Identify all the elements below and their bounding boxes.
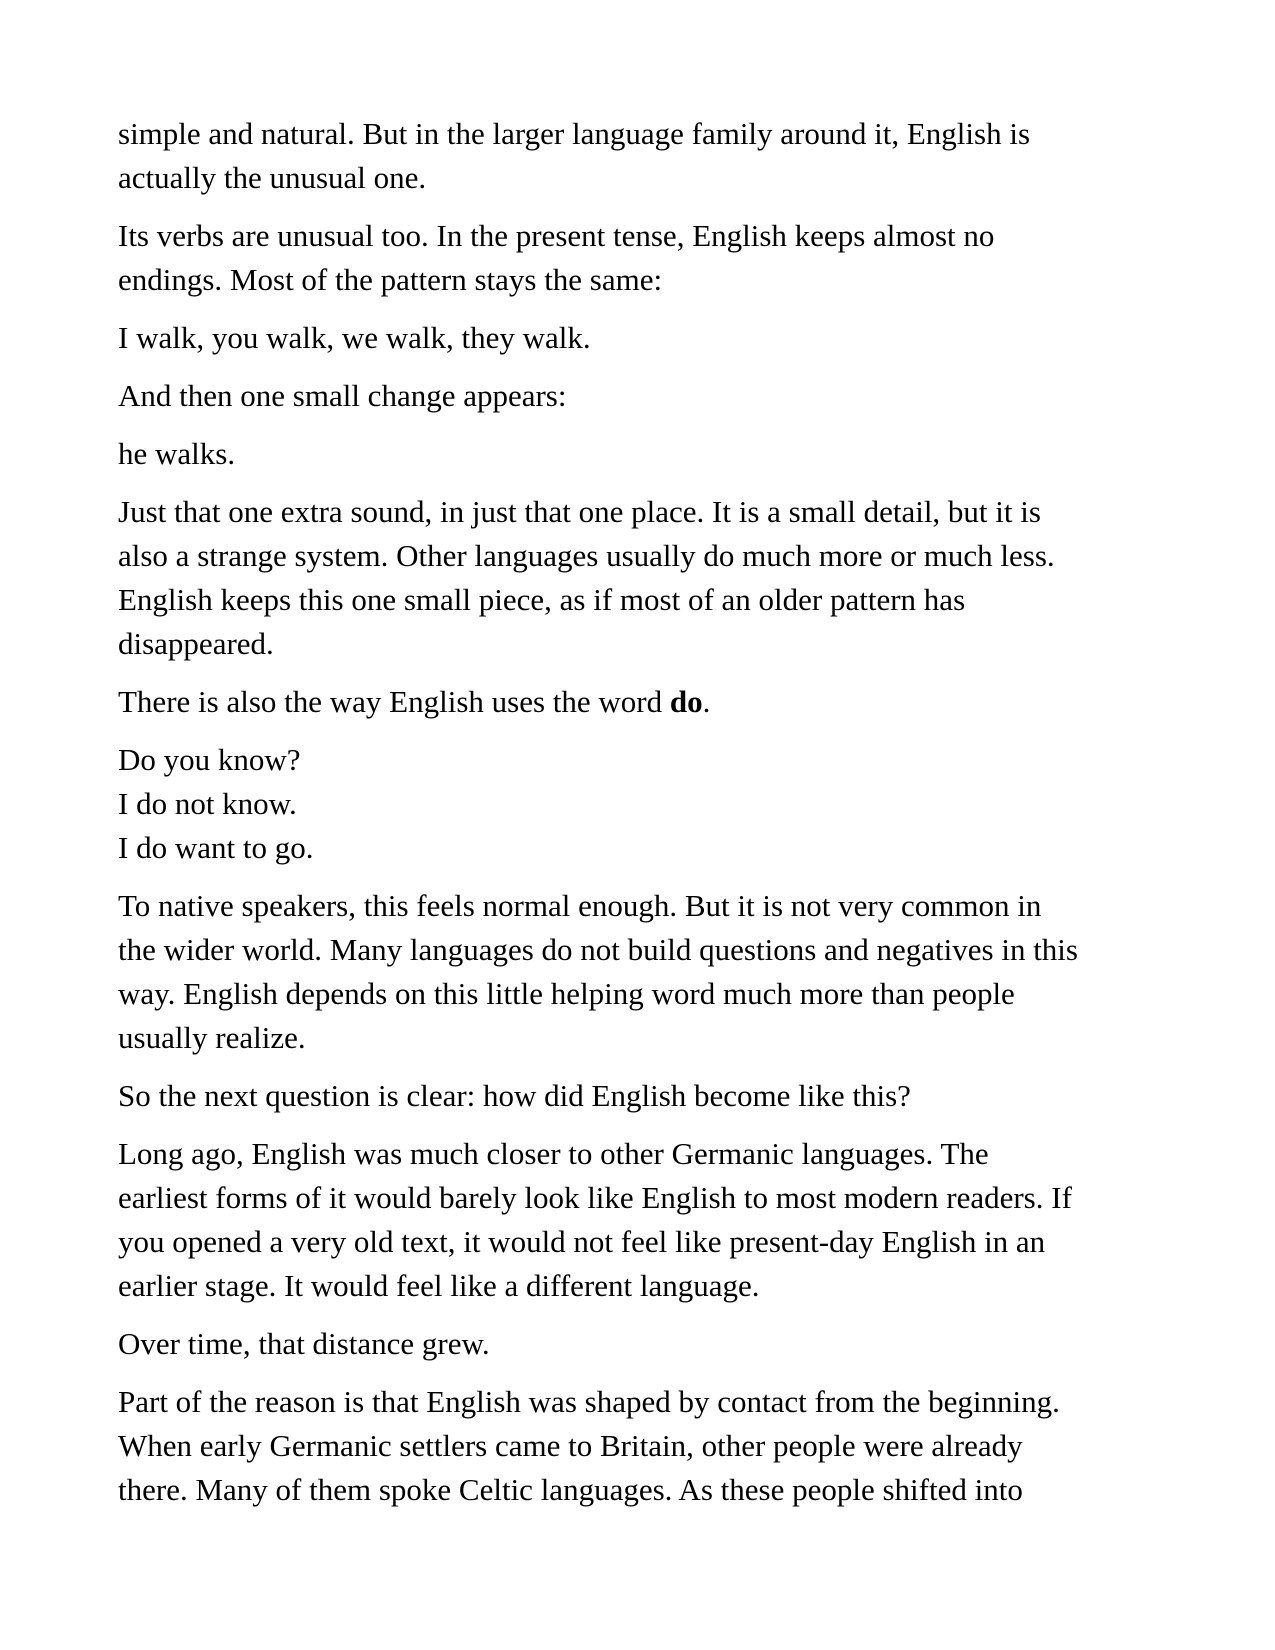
text-line: endings. Most of the pattern stays the same: bbox=[118, 262, 663, 297]
text-fragment: There is also the way English uses the word bbox=[118, 684, 670, 719]
text-fragment: . bbox=[702, 684, 711, 719]
text-line: also a strange system. Other languages usually do much more or much less. bbox=[118, 538, 1055, 573]
text-line: simple and natural. But in the larger language family around it, English is bbox=[118, 116, 1031, 151]
example-line: Do you know? bbox=[118, 742, 301, 777]
paragraph-7 bbox=[118, 680, 1163, 724]
text-line bbox=[118, 680, 1163, 724]
paragraph-8-examples bbox=[118, 738, 1163, 870]
text-line: way. English depends on this little helping word much more than people bbox=[118, 976, 1015, 1011]
paragraph-13 bbox=[118, 1380, 1163, 1512]
paragraph-2 bbox=[118, 214, 1163, 302]
text-line: Long ago, English was much closer to other Germanic languages. The bbox=[118, 1136, 989, 1171]
text-line: English keeps this one small piece, as if most of an older pattern has bbox=[118, 582, 966, 617]
text-line: Just that one extra sound, in just that one place. It is a small detail, but it is bbox=[118, 494, 1041, 529]
body-text bbox=[118, 112, 1163, 1526]
text-line: Its verbs are unusual too. In the present tense, English keeps almost no bbox=[118, 218, 995, 253]
text-line: the wider world. Many languages do not build questions and negatives in this bbox=[118, 932, 1078, 967]
text-line: there. Many of them spoke Celtic languages. As these people shifted into bbox=[118, 1472, 1023, 1507]
paragraph-1 bbox=[118, 112, 1163, 200]
paragraph-9 bbox=[118, 884, 1163, 1060]
text-line: When early Germanic settlers came to Britain, other people were already bbox=[118, 1428, 1023, 1463]
text-line: And then one small change appears: bbox=[118, 378, 567, 413]
text-line: you opened a very old text, it would not feel like present-day English in an bbox=[118, 1224, 1046, 1259]
text-line: he walks. bbox=[118, 436, 236, 471]
paragraph-5 bbox=[118, 432, 1163, 476]
text-line: disappeared. bbox=[118, 626, 274, 661]
paragraph-3 bbox=[118, 316, 1163, 360]
paragraph-11 bbox=[118, 1132, 1163, 1308]
text-line: So the next question is clear: how did English become like this? bbox=[118, 1078, 911, 1113]
text-line: earliest forms of it would barely look like English to most modern readers. If bbox=[118, 1180, 1072, 1215]
text-line: earlier stage. It would feel like a different language. bbox=[118, 1268, 760, 1303]
paragraph-4 bbox=[118, 374, 1163, 418]
example-line: I do not know. bbox=[118, 786, 297, 821]
text-line: To native speakers, this feels normal enough. But it is not very common in bbox=[118, 888, 1042, 923]
paragraph-12 bbox=[118, 1322, 1163, 1366]
text-line: I walk, you walk, we walk, they walk. bbox=[118, 320, 591, 355]
paragraph-6 bbox=[118, 490, 1163, 666]
text-line: usually realize. bbox=[118, 1020, 306, 1055]
paragraph-10 bbox=[118, 1074, 1163, 1118]
bold-word: do bbox=[669, 684, 703, 719]
text-line: Over time, that distance grew. bbox=[118, 1326, 490, 1361]
text-line: Part of the reason is that English was shaped by contact from the beginning. bbox=[118, 1384, 1060, 1419]
text-line: actually the unusual one. bbox=[118, 160, 427, 195]
example-line: I do want to go. bbox=[118, 830, 314, 865]
